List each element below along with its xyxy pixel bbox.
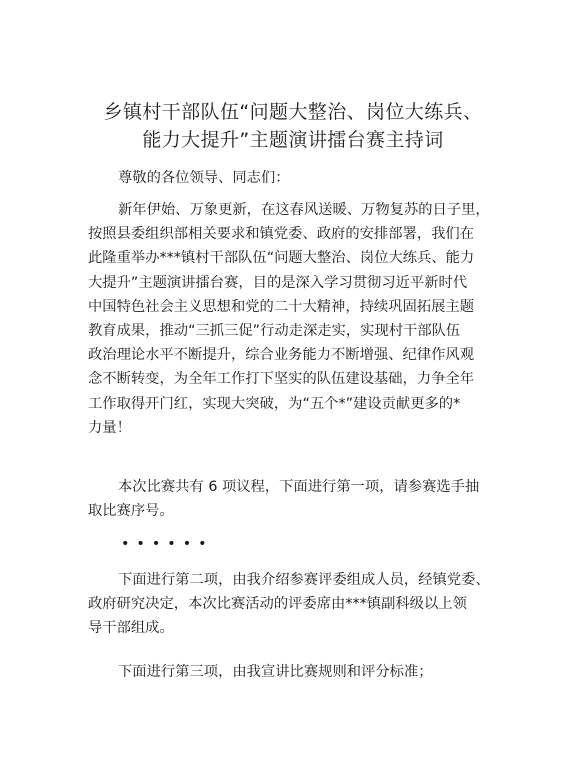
paragraph-line: 新年伊始、万象更新，在这春风送暖、万物复苏的日子里， bbox=[118, 202, 490, 218]
paragraph-agenda-first bbox=[88, 475, 500, 523]
paragraph-line: 下面进行第二项，由我介绍参赛评委组成人员，经镇党委、 bbox=[118, 572, 490, 588]
paragraph-line: 念不断转变，为全年工作打下坚实的队伍建设基础，力争全年 bbox=[88, 371, 475, 388]
paragraph-line: 大提升”主题演讲擂台赛，目的是深入学习贯彻习近平新时代 bbox=[88, 274, 468, 291]
paragraph-line: 中国特色社会主义思想和党的二十大精神，持续巩固拓展主题 bbox=[88, 298, 475, 315]
paragraph-line: 按照县委组织部相关要求和镇党委、政府的安排部署，我们在 bbox=[88, 226, 475, 243]
paragraph-line: 导干部组成。 bbox=[88, 620, 174, 637]
greeting: 尊敬的各位领导、同志们： bbox=[118, 170, 290, 186]
paragraph-opening bbox=[88, 198, 500, 440]
paragraph-line: 此隆重举办***镇村干部队伍“问题大整治、岗位大练兵、能力 bbox=[88, 250, 475, 267]
title-line-1: 乡镇村干部队伍“问题大整治、岗位大练兵、 bbox=[103, 101, 483, 123]
document-title bbox=[70, 98, 516, 154]
paragraph-agenda-second bbox=[88, 568, 500, 641]
paragraph-line: 工作取得开门红，实现大突破，为“五个*”建设贡献更多的* bbox=[88, 395, 461, 412]
paragraph-line: 政府研究决定，本次比赛活动的评委席由***镇副科级以上领 bbox=[88, 596, 467, 613]
paragraph-line: 下面进行第三项，由我宣讲比赛规则和评分标准； bbox=[118, 664, 433, 680]
paragraph-line: 教育成果，推动“三抓三促”行动走深走实，实现村干部队伍 bbox=[88, 323, 461, 340]
paragraph-line: 政治理论水平不断提升，综合业务能力不断增强、纪律作风观 bbox=[88, 347, 475, 364]
title-line-2: 能力大提升”主题演讲擂台赛主持词 bbox=[142, 129, 444, 151]
paragraph-line: 取比赛序号。 bbox=[88, 503, 174, 520]
paragraph-agenda-third bbox=[88, 660, 500, 684]
paragraph-line: 力量！ bbox=[88, 419, 131, 436]
paragraph-line: 本次比赛共有 6 项议程，下面进行第一项，请参赛选手抽 bbox=[118, 479, 480, 495]
ellipsis-separator: •••••• bbox=[121, 536, 214, 552]
